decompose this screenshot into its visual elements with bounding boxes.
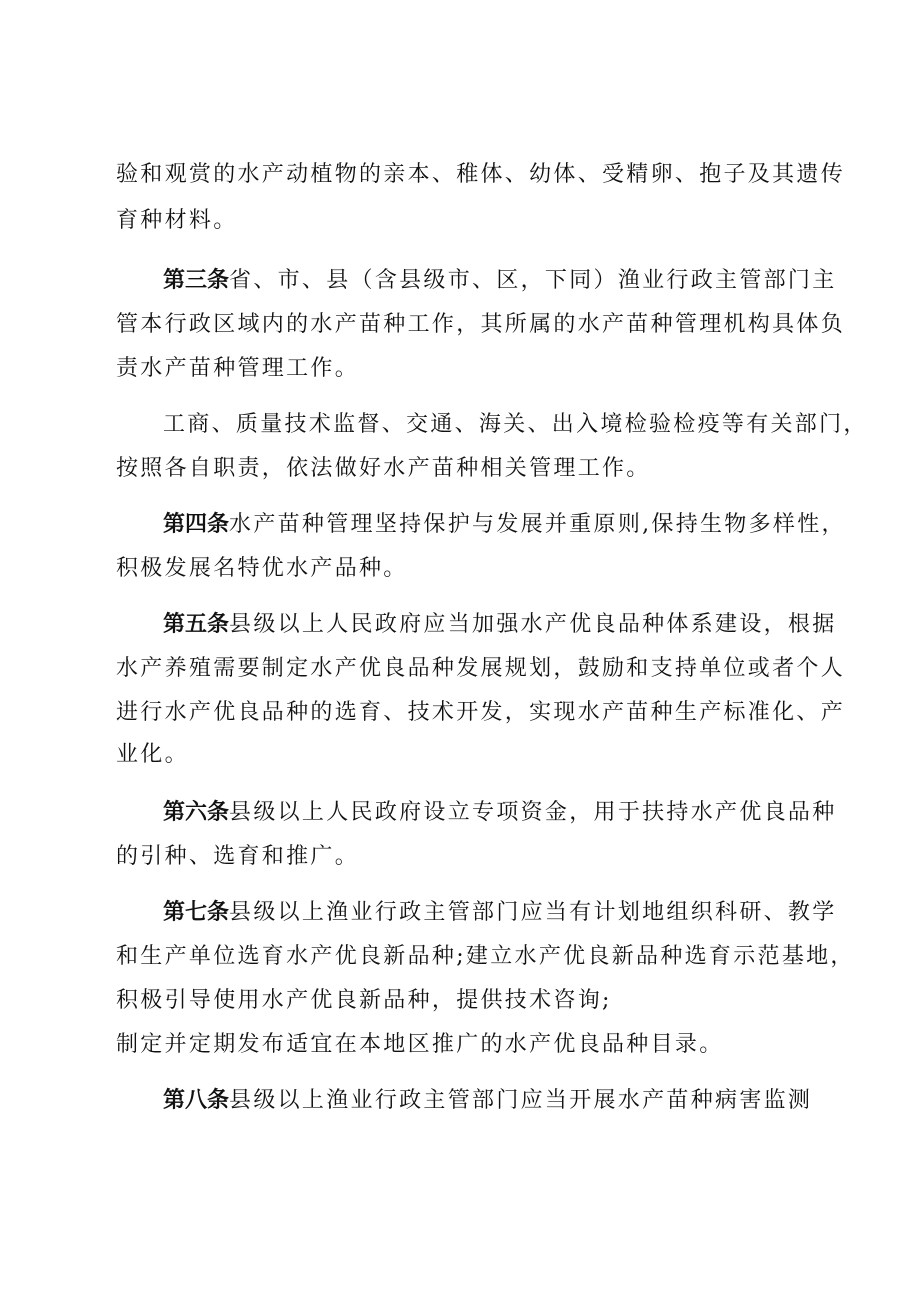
text-line	[116, 354, 816, 384]
line-text: 管本行政区域内的水产苗种工作，其所属的水产苗种管理机构具体负	[116, 312, 846, 337]
line-text: 工商、质量技术监督、交通、海关、出入境检验检疫等有关部门，	[163, 412, 868, 437]
article-7-first-line	[163, 898, 863, 928]
text-line	[116, 740, 816, 770]
line-text: 积极引导使用水产优良新品种，提供技术咨询;	[116, 988, 612, 1013]
text-line	[116, 1030, 816, 1060]
line-text: 县级以上渔业行政主管部门应当开展水产苗种病害监测	[229, 1088, 813, 1113]
article-5-first-line	[163, 610, 863, 640]
text-line	[116, 942, 855, 972]
article-7-heading: 第七条	[163, 900, 230, 925]
line-text: 县级以上渔业行政主管部门应当有计划地组织科研、教学	[229, 900, 837, 925]
article-3-heading: 第三条	[163, 268, 230, 293]
text-line	[116, 554, 816, 584]
text-line	[116, 160, 846, 190]
line-text: 进行水产优良品种的选育、技术开发，实现水产苗种生产标准化、产	[116, 700, 846, 725]
line-text: 责水产苗种管理工作。	[116, 356, 360, 381]
text-line	[116, 986, 816, 1016]
article-5-heading: 第五条	[163, 612, 230, 637]
text-line	[116, 454, 816, 484]
line-text: 制定并定期发布适宜在本地区推广的水产优良品种目录。	[116, 1032, 724, 1057]
text-line	[116, 654, 846, 684]
text-line	[116, 310, 846, 340]
line-text: 和生产单位选育水产优良新品种;建立水产优良新品种选育示范基地，	[116, 944, 855, 969]
article-8-heading: 第八条	[163, 1088, 230, 1113]
line-text: 省、市、县（含县级市、区，下同）渔业行政主管部门主	[229, 268, 837, 293]
text-line	[116, 698, 846, 728]
article-6-first-line	[163, 798, 863, 828]
line-text: 按照各自职责，依法做好水产苗种相关管理工作。	[116, 456, 651, 481]
line-text: 水产养殖需要制定水产优良品种发展规划，鼓励和支持单位或者个人	[116, 656, 846, 681]
text-line	[163, 410, 868, 440]
text-line	[116, 842, 816, 872]
article-4-first-line	[163, 510, 863, 540]
article-3-first-line	[163, 266, 863, 296]
article-8-first-line	[163, 1086, 863, 1116]
line-text: 水产苗种管理坚持保护与发展并重原则,保持生物多样性，	[229, 512, 846, 537]
line-text: 育种材料。	[116, 208, 238, 233]
line-text: 积极发展名特优水产品种。	[116, 556, 408, 581]
line-text: 县级以上人民政府设立专项资金，用于扶持水产优良品种	[229, 800, 837, 825]
article-6-heading: 第六条	[163, 800, 230, 825]
text-line	[116, 206, 816, 236]
line-text: 的引种、选育和推广。	[116, 844, 360, 869]
line-text: 业化。	[116, 742, 189, 767]
article-4-heading: 第四条	[163, 512, 230, 537]
line-text: 验和观赏的水产动植物的亲本、稚体、幼体、受精卵、抱子及其遗传	[116, 162, 846, 187]
line-text: 县级以上人民政府应当加强水产优良品种体系建设，根据	[229, 612, 837, 637]
